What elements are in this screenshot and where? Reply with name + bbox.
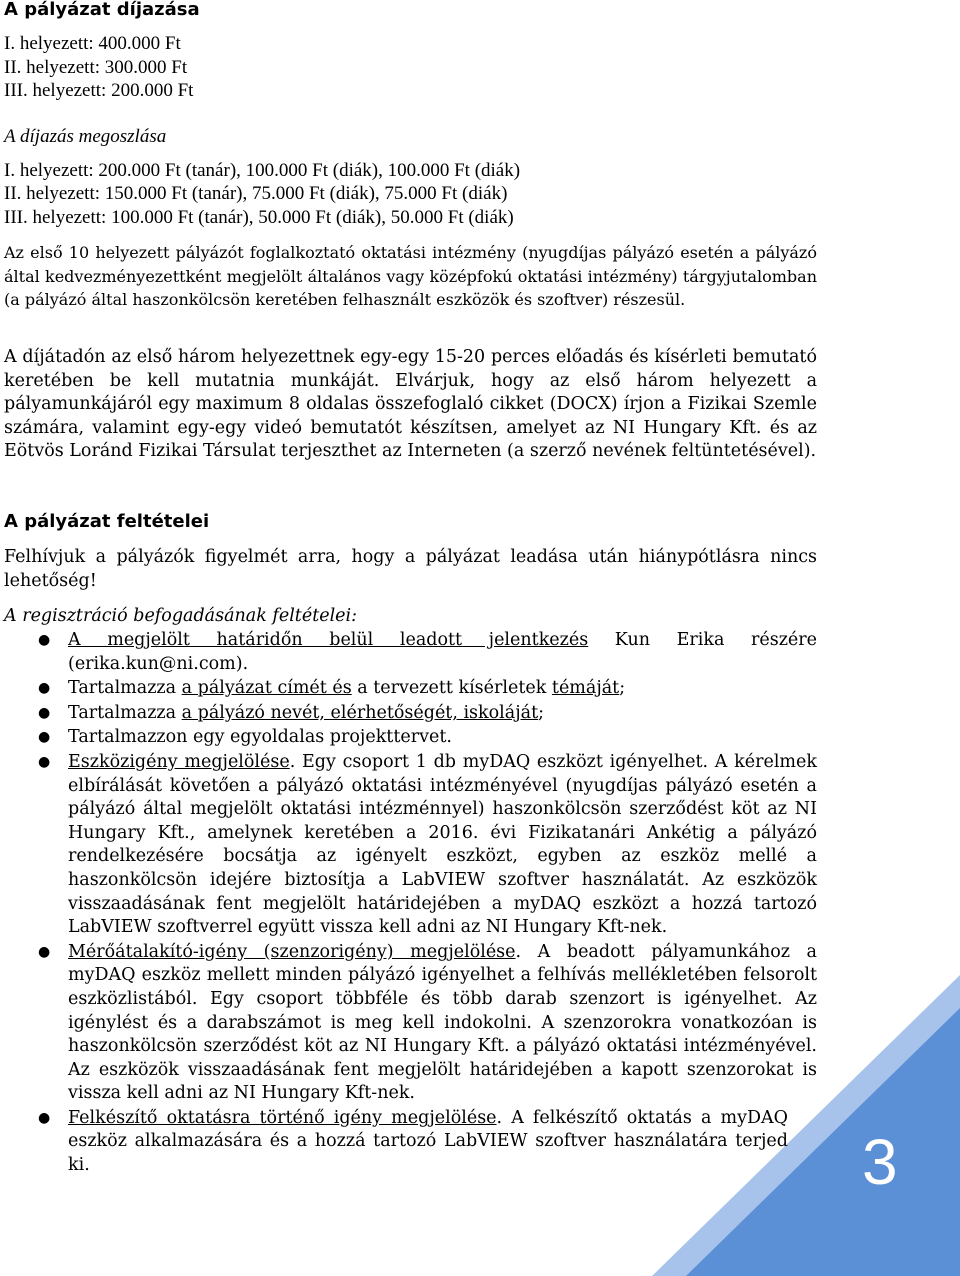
prize-split-1: I. helyezett: 200.000 Ft (tanár), 100.000 Ft (diák), 100.000 Ft (diák) [4,159,521,181]
page-number: 3 [862,1126,898,1198]
prize-split-3: III. helyezett: 100.000 Ft (tanár), 50.000 Ft (diák), 50.000 Ft (diák) [4,206,514,228]
item-text: Kun Erika részére (erika.kun@ni.com). [68,630,818,674]
conditions-intro [4,546,817,593]
item-text: Tartalmazza [68,678,182,699]
prize-place-3: III. helyezett: 200.000 Ft [4,80,194,101]
list-item [4,941,817,1106]
prize-split-title: A díjazás megoszlása [4,126,167,147]
item-text: . A felkészítő oktatás a myDAQ eszköz alkalmazására és a hozzá tartozó LabVIEW szoftver használatára terjed ki. [68,1107,788,1176]
registration-title [4,605,817,629]
prize-places [4,32,817,103]
bullet-icon: ● [38,753,51,770]
registration-title-text: A regisztráció befogadásának feltételei: [4,606,358,626]
bullet-icon: ● [38,943,51,960]
item-text: ; [619,678,626,699]
item-underlined: Mérőátalakító-igény (szenzorigény) megjelölése [68,941,516,962]
list-item [4,629,817,676]
bullet-icon: ● [38,680,51,697]
prize-paragraph-1 [4,241,817,312]
prize-split [4,125,817,229]
prize-paragraph-2-text: A díjátadón az első három helyezettnek egy-egy 15-20 perces előadás és kísérleti bemutató keretében be kell mutatnia munkáját. Elvárjuk, hogy az első három helyezett a pályamunkájáról egy maximum 8 oldalas összefoglaló cikket (DOCX) írjon a Fizikai Szemle számára, valamint egy-egy videó bemutatót készítsen, amelyet az NI Hungary Kft. és az Eötvös Loránd Fizikai Társulat terjeszthet az Interneten (a szerző nevének feltüntetésével). [4,347,817,462]
prize-split-2: II. helyezett: 150.000 Ft (tanár), 75.000 Ft (diák), 75.000 Ft (diák) [4,183,508,204]
item-text: Tartalmazza [68,702,182,723]
bullet-icon: ● [38,632,51,648]
prize-place-1: I. helyezett: 400.000 Ft [4,33,181,54]
item-underlined: a pályázat címét és [181,678,352,699]
conditions-intro-text: Felhívjuk a pályázók figyelmét arra, hogy a pályázat leadása után hiánypótlásra nincs lehetőség! [4,547,817,591]
prize-heading: A pályázat díjazása [4,0,200,20]
prize-paragraph-2 [4,346,817,464]
item-text: a tervezett kísérletek [351,678,552,699]
item-text: . A beadott pályamunkához a myDAQ eszköz mellett minden pályázó igényelhet a felhívás mellékletében felsorolt eszközlistából. Egy csoport többféle és több darab szenzort is igényelhet. Az igénylést és a darabszámot is meg kell indokolni. A szenzorokra vonatkozóan is haszonkölcsön szerződést köt az NI Hungary Kft. a pályázó oktatási intézményével. Az eszközök visszaadásának fent megjelölt határidejében a kapott szenzorokat is vissza kell adni az NI Hungary Kft-nek. [68,941,817,1104]
bullet-icon: ● [38,1109,51,1126]
item-underlined: Eszközigény megjelölése [68,751,290,772]
list-item [4,751,817,940]
item-underlined: Felkészítő oktatásra történő igény megjelölése [68,1107,497,1128]
item-underlined: A megjelölt határidőn belül leadott jelentkezés [68,630,589,650]
conditions-heading: A pályázat feltételei [4,511,210,532]
bullet-icon: ● [38,704,51,721]
list-item [4,677,817,701]
item-text: Tartalmazzon egy egyoldalas projekttervet. [68,727,452,748]
list-item [4,726,817,750]
prize-place-2: II. helyezett: 300.000 Ft [4,56,188,78]
registration-list [4,629,817,1178]
item-underlined: témáját [551,678,620,699]
prize-paragraph-1-text: Az első 10 helyezett pályázót foglalkoztató oktatási intézmény (nyugdíjas pályázó esetén a pályázó által kedvezményezettként megjelölt általános vagy középfokú oktatási intézmény) tárgyjutalomban (a pályázó által haszonkölcsön keretében felhasznált eszközök és szoftver) részesül. [4,243,817,309]
item-underlined: a pályázó nevét, elérhetőségét, iskoláját [181,702,539,723]
item-text: ; [538,702,545,723]
bullet-icon: ● [38,729,51,746]
list-item [4,702,817,726]
list-item [4,1107,788,1178]
item-text: . Egy csoport 1 db myDAQ eszközt igényelhet. A kérelmek elbírálását követően a pályázó oktatási intézményével (nyugdíjas pályázó esetén a pályázó által megjelölt oktatási intézménnyel) haszonkölcsön szerződést köt az NI Hungary Kft., amelynek keretében a 2016. évi Fizikatanári Ankétig a pályázó rendelkezésére bocsátja az igényelt eszközt, egyben az eszköz mellé a haszonkölcsön idejére biztosítja a LabVIEW szoftver használatát. Az eszközök visszaadásának fent megjelölt határidejében a myDAQ eszközt a hozzá tartozó LabVIEW szoftverrel együtt vissza kell adni az NI Hungary Kft-nek. [68,751,817,938]
